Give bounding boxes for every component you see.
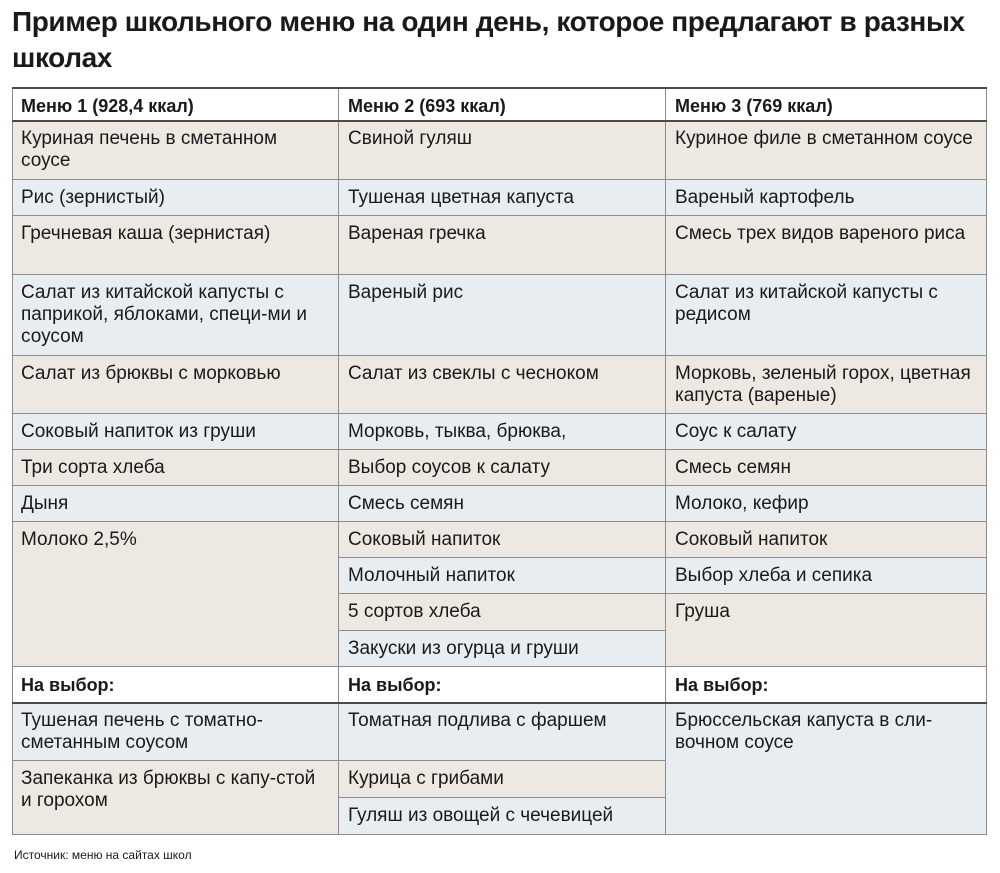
menu2-item: Вареный рис [339, 275, 666, 356]
menu3-item: Смесь трех видов вареного риса [666, 216, 987, 275]
menu-table [12, 88, 987, 835]
menu2-choice-item: Гуляш из овощей с чечевицей [339, 798, 666, 835]
menu3-item: Салат из китайской капусты с редисом [666, 275, 987, 356]
menu2-choice-label: На выбор: [339, 667, 666, 703]
menu1-choice-item: Запеканка из брюквы с капу-стой и горохом [12, 761, 339, 835]
menu2-choice-item: Курица с грибами [339, 761, 666, 798]
menu3-item: Молоко, кефир [666, 486, 987, 522]
menu3-item: Соковый напиток [666, 522, 987, 558]
header-rule [12, 120, 987, 122]
menu2-item: Вареная гречка [339, 216, 666, 275]
menu2-item: Морковь, тыква, брюква, [339, 414, 666, 450]
menu3-choice-item: Брюссельская капуста в сли-вочном соусе [666, 703, 987, 835]
menu3-item: Соус к салату [666, 414, 987, 450]
menu3-item: Смесь семян [666, 450, 987, 486]
choice-rule [12, 702, 987, 704]
menu3-item: Выбор хлеба и сепика [666, 558, 987, 594]
menu2-item: Свиной гуляш [339, 121, 666, 180]
menu2-choice-item: Томатная подлива с фаршем [339, 703, 666, 761]
source-note: Источник: меню на сайтах школ [14, 848, 192, 862]
menu1-item: Дыня [12, 486, 339, 522]
menu3-item: Груша [666, 594, 987, 667]
menu2-item: Выбор соусов к салату [339, 450, 666, 486]
menu1-item: Три сорта хлеба [12, 450, 339, 486]
menu2-item: 5 сортов хлеба [339, 594, 666, 631]
menu2-item: Соковый напиток [339, 522, 666, 558]
menu2-item: Тушеная цветная капуста [339, 180, 666, 216]
menu3-item: Вареный картофель [666, 180, 987, 216]
menu1-choice-item: Тушеная печень с томатно-сметанным соусом [12, 703, 339, 761]
menu1-item: Рис (зернистый) [12, 180, 339, 216]
menu1-item: Салат из китайской капусты с паприкой, яблоками, специ-ми и соусом [12, 275, 339, 356]
menu1-item: Молоко 2,5% [12, 522, 339, 667]
menu2-item: Закуски из огурца и груши [339, 631, 666, 667]
menu1-choice-label: На выбор: [12, 667, 339, 703]
table-top-rule [12, 87, 987, 89]
menu1-item: Куриная печень в сметанном соусе [12, 121, 339, 180]
menu1-item: Соковый напиток из груши [12, 414, 339, 450]
menu1-item: Салат из брюквы с морковью [12, 356, 339, 414]
header-menu-3: Меню 3 (769 ккал) [666, 88, 987, 121]
header-menu-2: Меню 2 (693 ккал) [339, 88, 666, 121]
menu1-item: Гречневая каша (зернистая) [12, 216, 339, 275]
menu3-item: Куриное филе в сметанном соусе [666, 121, 987, 180]
page-title: Пример школьного меню на один день, которое предлагают в разных школах [12, 6, 965, 73]
menu3-item: Морковь, зеленый горох, цветная капуста (вареные) [666, 356, 987, 414]
header-menu-1: Меню 1 (928,4 ккал) [12, 88, 339, 121]
menu2-item: Молочный напиток [339, 558, 666, 594]
menu2-item: Смесь семян [339, 486, 666, 522]
menu3-choice-label: На выбор: [666, 667, 987, 703]
menu2-item: Салат из свеклы с чесноком [339, 356, 666, 414]
